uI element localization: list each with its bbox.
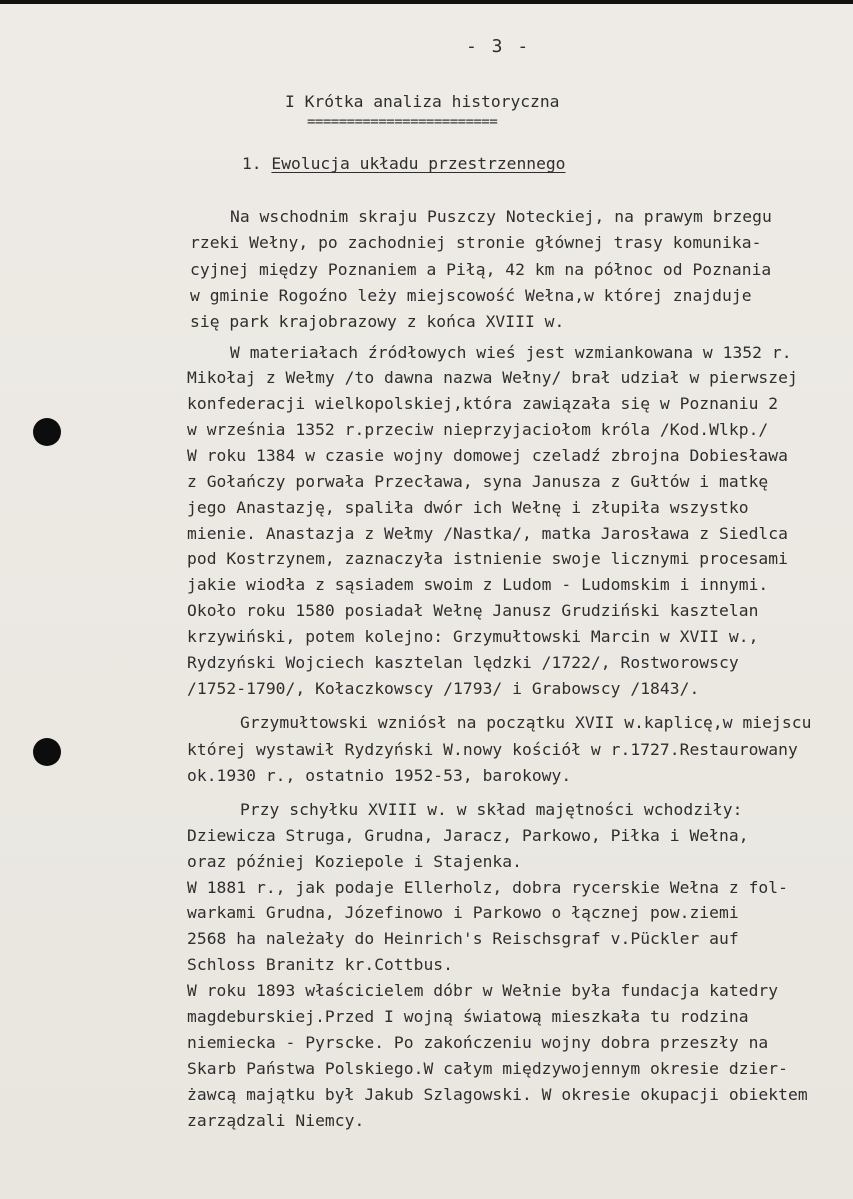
text-line: 2568 ha należały do Heinrich's Reischsgraf v.Pückler auf: [187, 929, 739, 948]
text-line: jakie wiodła z sąsiadem swoim z Ludom - Ludomskim i innymi.: [187, 575, 769, 594]
text-line: pod Kostrzynem, zaznaczyła istnienie swoje licznymi procesami: [187, 549, 788, 568]
text-line: W roku 1893 właścicielem dóbr w Wełnie była fundacja katedry: [187, 981, 779, 1000]
text-line: konfederacji wielkopolskiej,która zawiązała się w Poznaniu 2: [187, 394, 779, 413]
text-line: zarządzali Niemcy.: [187, 1111, 365, 1130]
text-line: żawcą majątku był Jakub Szlagowski. W okresie okupacji obiektem: [187, 1085, 808, 1104]
text-line: rzeki Wełny, po zachodniej stronie głównej trasy komunika-: [190, 233, 762, 252]
text-line: W 1881 r., jak podaje Ellerholz, dobra rycerskie Wełna z fol-: [187, 878, 788, 897]
text-line: niemiecka - Pyrscke. Po zakończeniu wojny dobra przeszły na: [187, 1033, 769, 1052]
text-line: mienie. Anastazja z Wełmy /Nastka/, matka Jarosława z Siedlca: [187, 524, 788, 543]
title-double-underline: ========================: [307, 114, 498, 130]
punch-hole-upper: [33, 418, 61, 446]
scan-edge: [0, 0, 853, 4]
text-line: Przy schyłku XVIII w. w skład majętności wchodziły:: [240, 800, 743, 819]
text-line: Na wschodnim skraju Puszczy Noteckiej, na prawym brzegu: [230, 207, 772, 226]
text-line: Mikołaj z Wełmy /to dawna nazwa Wełny/ brał udział w pierwszej: [187, 368, 798, 387]
text-line: Skarb Państwa Polskiego.W całym międzywojennym okresie dzier-: [187, 1059, 788, 1078]
text-line: się park krajobrazowy z końca XVIII w.: [190, 312, 565, 331]
text-line: jego Anastazję, spaliła dwór ich Wełnę i złupiła wszystko: [187, 498, 749, 517]
text-line: magdeburskiej.Przed I wojną światową mieszkała tu rodzina: [187, 1007, 749, 1026]
text-line: której wystawił Rydzyński W.nowy kościół w r.1727.Restaurowany: [187, 740, 798, 759]
chapter-title: I Krótka analiza historyczna: [285, 92, 560, 111]
text-line: Około roku 1580 posiadał Wełnę Janusz Grudziński kasztelan: [187, 601, 759, 620]
text-line: Dziewicza Struga, Grudna, Jaracz, Parkowo, Piłka i Wełna,: [187, 826, 749, 845]
text-line: w gminie Rogoźno leży miejscowość Wełna,w której znajduje: [190, 286, 752, 305]
text-line: z Gołańczy porwała Przecława, syna Janusza z Gułtów i matkę: [187, 472, 769, 491]
section-title: Ewolucja układu przestrzennego: [271, 154, 566, 173]
page-number: - 3 -: [466, 36, 531, 57]
text-line: W roku 1384 w czasie wojny domowej czeladź zbrojna Dobiesława: [187, 446, 788, 465]
section-number: 1.: [242, 154, 262, 173]
text-line: W materiałach źródłowych wieś jest wzmiankowana w 1352 r.: [230, 343, 792, 362]
text-line: Grzymułtowski wzniósł na początku XVII w.kaplicę,w miejscu: [240, 713, 812, 732]
section-heading: [242, 154, 566, 173]
text-line: /1752-1790/, Kołaczkowscy /1793/ i Grabowscy /1843/.: [187, 679, 700, 698]
text-line: w września 1352 r.przeciw nieprzyjaciołom króla /Kod.Wlkp./: [187, 420, 769, 439]
text-line: oraz później Koziepole i Stajenka.: [187, 852, 522, 871]
text-line: Rydzyński Wojciech kasztelan lędzki /1722/, Rostworowscy: [187, 653, 739, 672]
punch-hole-lower: [33, 738, 61, 766]
text-line: ok.1930 r., ostatnio 1952-53, barokowy.: [187, 766, 572, 785]
text-line: Schloss Branitz kr.Cottbus.: [187, 955, 454, 974]
text-line: krzywiński, potem kolejno: Grzymułtowski Marcin w XVII w.,: [187, 627, 759, 646]
text-line: cyjnej między Poznaniem a Piłą, 42 km na północ od Poznania: [190, 260, 772, 279]
text-line: warkami Grudna, Józefinowo i Parkowo o łącznej pow.ziemi: [187, 903, 739, 922]
